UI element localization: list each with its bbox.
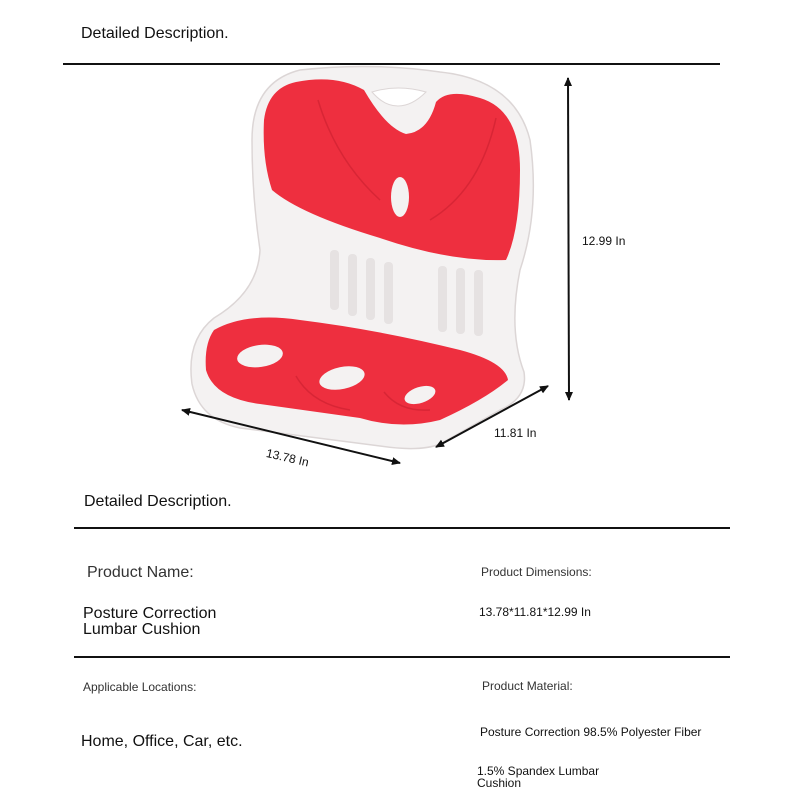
material-value-line3: Cushion bbox=[477, 776, 522, 790]
locations-value: Home, Office, Car, etc. bbox=[81, 733, 243, 750]
dimensions-value: 13.78*11.81*12.99 In bbox=[479, 605, 591, 619]
material-value-line1: Posture Correction 98.5% Polyester Fiber bbox=[480, 725, 702, 739]
section-heading-top: Detailed Description. bbox=[81, 25, 229, 42]
height-dimension-label: 12.99 In bbox=[582, 234, 626, 248]
section-heading-specs: Detailed Description. bbox=[84, 493, 232, 510]
material-value-line2: 1.5% Spandex Lumbar bbox=[477, 764, 600, 778]
product-name-label: Product Name: bbox=[87, 564, 194, 581]
height-arrow bbox=[568, 78, 569, 400]
material-label: Product Material: bbox=[482, 679, 573, 693]
product-name-value-line1: Posture Correction bbox=[83, 605, 217, 622]
divider-row bbox=[74, 656, 730, 658]
divider-specs bbox=[74, 527, 730, 529]
depth-dimension-label: 11.81 In bbox=[494, 426, 537, 440]
locations-label: Applicable Locations: bbox=[83, 680, 197, 694]
width-dimension-label: 13.78 In bbox=[264, 446, 311, 470]
product-name-value-line2: Lumbar Cushion bbox=[83, 621, 201, 638]
dimensions-label: Product Dimensions: bbox=[481, 565, 592, 579]
